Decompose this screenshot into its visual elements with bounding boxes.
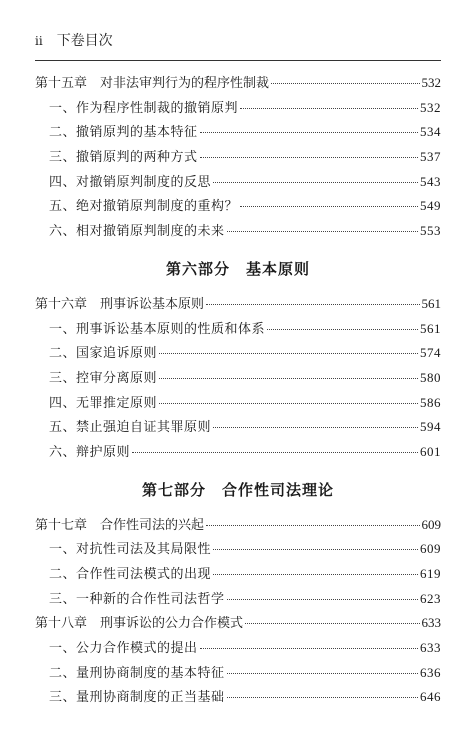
toc-section-entry[interactable] xyxy=(35,441,441,466)
dot-leader xyxy=(267,329,418,330)
dot-leader xyxy=(206,525,419,526)
header-rule xyxy=(35,60,441,61)
entry-page-number: 609 xyxy=(421,516,441,532)
toc-section-entry[interactable] xyxy=(35,637,441,662)
entry-page-number: 580 xyxy=(420,369,441,385)
toc-chapter-entry[interactable] xyxy=(35,293,441,318)
entry-page-number: 537 xyxy=(420,149,441,165)
entry-page-number: 532 xyxy=(420,99,441,115)
toc-section-entry[interactable] xyxy=(35,318,441,343)
dot-leader xyxy=(200,157,418,158)
entry-title: 第十七章 合作性司法的兴起 xyxy=(35,517,205,533)
entry-page-number: 574 xyxy=(420,345,441,361)
entry-page-number: 594 xyxy=(420,419,441,435)
page-numeral: ii xyxy=(35,34,43,48)
toc-chapter-entry[interactable] xyxy=(35,612,441,637)
part-heading: 第六部分 基本原则 xyxy=(165,260,310,279)
entry-title: 五、禁止强迫自证其罪原则 xyxy=(49,420,212,436)
dot-leader xyxy=(271,83,419,84)
dot-leader xyxy=(213,574,418,575)
entry-title: 二、合作性司法模式的出现 xyxy=(49,567,212,582)
entry-title: 一、作为程序性制裁的撤销原判 xyxy=(49,100,239,116)
dot-leader xyxy=(213,182,418,183)
dot-leader xyxy=(213,549,418,550)
toc-section-entry[interactable] xyxy=(35,392,441,417)
dot-leader xyxy=(200,648,418,649)
toc-section-entry[interactable] xyxy=(35,563,441,588)
entry-title: 三、控审分离原则 xyxy=(49,370,158,386)
entry-page-number: 534 xyxy=(420,124,441,140)
dot-leader xyxy=(227,231,418,232)
dot-leader xyxy=(245,623,419,624)
dot-leader xyxy=(159,378,418,379)
entry-title: 五、绝对撤销原判制度的重构？ xyxy=(49,199,239,215)
toc-section-entry[interactable] xyxy=(35,416,441,441)
entry-page-number: 601 xyxy=(420,443,441,459)
entry-title: 一、公力合作模式的提出 xyxy=(49,641,198,657)
entry-page-number: 532 xyxy=(421,75,441,90)
entry-page-number: 561 xyxy=(421,295,441,311)
entry-title: 一、刑事诉讼基本原则的性质和体系 xyxy=(49,321,266,337)
entry-page-number: 561 xyxy=(420,320,441,336)
toc-section-entry[interactable] xyxy=(35,662,441,687)
table-of-contents xyxy=(35,72,441,711)
dot-leader xyxy=(200,132,418,133)
toc-section-entry[interactable] xyxy=(35,686,441,711)
entry-title: 第十八章 刑事诉讼的公力合作模式 xyxy=(35,616,244,632)
dot-leader xyxy=(213,427,418,428)
dot-leader xyxy=(159,353,418,354)
part-heading: 第七部分 合作性司法理论 xyxy=(141,481,334,500)
toc-section-entry[interactable] xyxy=(35,146,441,171)
toc-chapter-entry[interactable] xyxy=(35,514,441,539)
dot-leader xyxy=(227,599,418,600)
entry-page-number: 609 xyxy=(420,541,441,557)
entry-title: 三、量刑协商制度的正当基础 xyxy=(49,690,225,706)
toc-section-entry[interactable] xyxy=(35,588,441,613)
entry-page-number: 586 xyxy=(420,394,441,410)
entry-page-number: 553 xyxy=(420,223,441,239)
toc-section-entry[interactable] xyxy=(35,121,441,146)
entry-page-number: 623 xyxy=(420,590,441,606)
entry-title: 六、相对撤销原判制度的未来 xyxy=(49,224,225,240)
entry-title: 二、量刑协商制度的基本特征 xyxy=(49,665,225,681)
entry-title: 一、对抗性司法及其局限性 xyxy=(49,542,212,558)
entry-title: 六、辩护原则 xyxy=(49,444,131,460)
toc-section-entry[interactable] xyxy=(35,220,441,245)
toc-section-entry[interactable] xyxy=(35,538,441,563)
dot-leader xyxy=(240,206,418,207)
entry-page-number: 636 xyxy=(420,664,441,680)
dot-leader xyxy=(240,108,418,109)
entry-title: 三、撤销原判的两种方式 xyxy=(49,150,198,166)
entry-page-number: 633 xyxy=(420,640,441,656)
entry-page-number: 646 xyxy=(420,689,441,705)
dot-leader xyxy=(227,673,418,674)
entry-title: 三、一种新的合作性司法哲学 xyxy=(49,591,225,607)
entry-page-number: 633 xyxy=(421,615,441,631)
toc-chapter-entry[interactable] xyxy=(35,72,441,97)
running-header xyxy=(35,30,113,50)
toc-section-entry[interactable] xyxy=(35,342,441,367)
entry-title: 四、无罪推定原则 xyxy=(49,395,158,411)
dot-leader xyxy=(159,403,418,404)
dot-leader xyxy=(132,452,418,453)
entry-title: 第十五章 对非法审判行为的程序性制裁 xyxy=(35,76,270,91)
toc-section-entry[interactable] xyxy=(35,171,441,196)
entry-page-number: 619 xyxy=(420,566,441,581)
toc-section-entry[interactable] xyxy=(35,195,441,220)
entry-page-number: 549 xyxy=(420,198,441,214)
entry-title: 四、对撤销原判制度的反思 xyxy=(49,174,212,190)
toc-section-entry[interactable] xyxy=(35,367,441,392)
dot-leader xyxy=(206,304,419,305)
dot-leader xyxy=(227,697,418,698)
entry-title: 二、国家追诉原则 xyxy=(49,346,158,362)
entry-title: 第十六章 刑事诉讼基本原则 xyxy=(35,296,205,312)
header-title: 下卷目次 xyxy=(56,33,113,49)
toc-section-entry[interactable] xyxy=(35,97,441,122)
entry-page-number: 543 xyxy=(420,173,441,189)
entry-title: 二、撤销原判的基本特征 xyxy=(49,125,198,141)
